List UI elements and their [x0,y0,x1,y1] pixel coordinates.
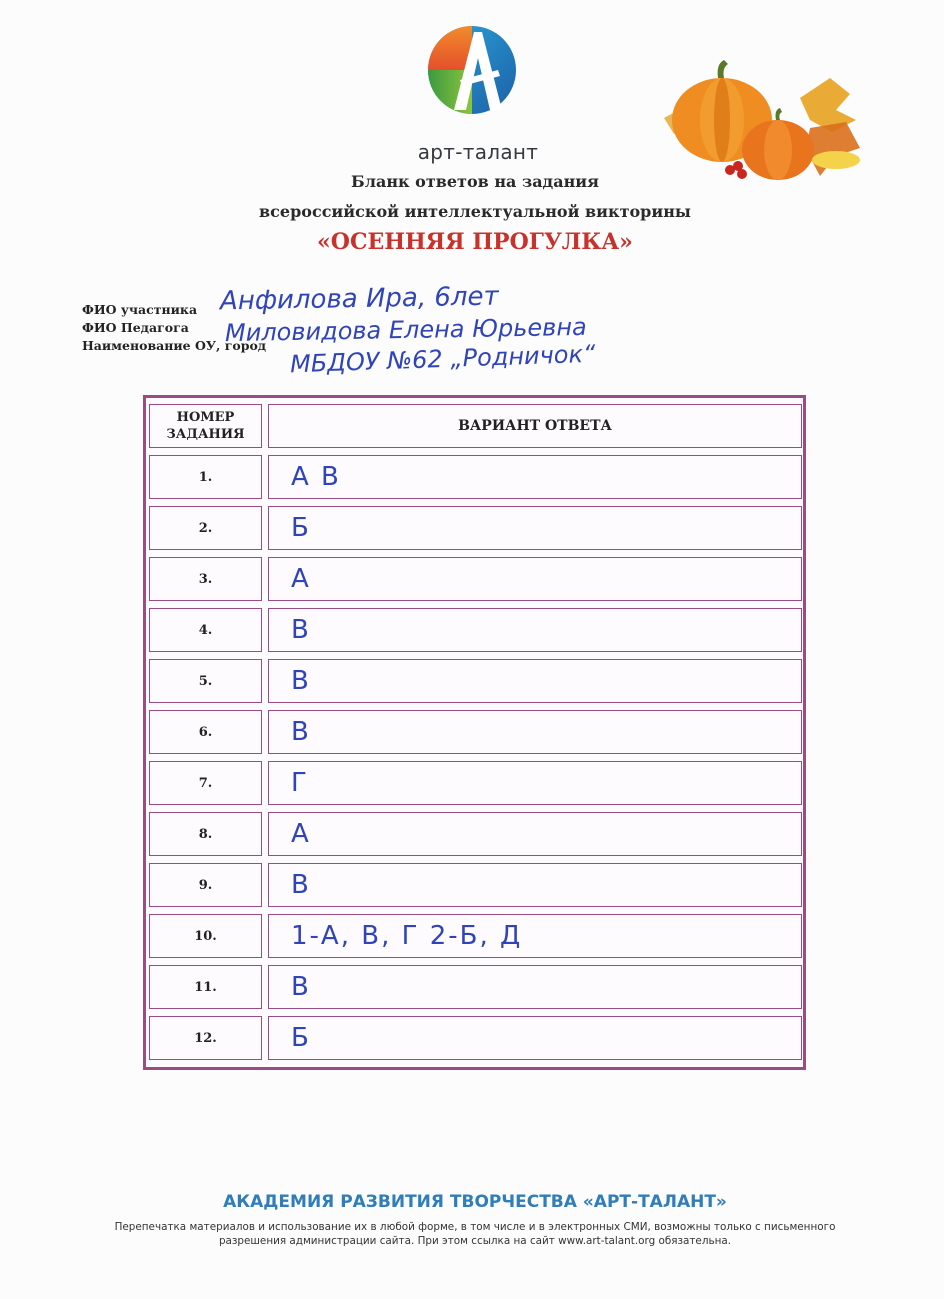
task-number: 6. [149,710,262,754]
task-number: 3. [149,557,262,601]
school-value: МБДОУ №62 „Родничок“ [289,339,596,379]
answer-text: А В [291,462,341,492]
art-talant-logo-icon [424,18,520,122]
table-row [149,710,802,754]
title-line-2: всероссийской интеллектуальной викторины [259,202,691,221]
answer-text: А [291,564,311,594]
task-number: 2. [149,506,262,550]
answer-cell [268,710,802,754]
table-row [149,557,802,601]
table-row [149,761,802,805]
table-row [149,812,802,856]
answer-text: В [291,972,311,1002]
answer-cell [268,608,802,652]
teacher-value: Миловидова Елена Юрьевна [224,312,587,348]
table-row [149,608,802,652]
answer-text: 1-А, В, Г 2-Б, Д [291,921,523,951]
answer-cell [268,506,802,550]
task-number: 4. [149,608,262,652]
answer-text: В [291,666,311,696]
table-row [149,1016,802,1060]
answer-cell [268,812,802,856]
task-number: 11. [149,965,262,1009]
table-header-row [149,404,802,448]
answer-text: Б [291,1023,311,1053]
answer-text: В [291,717,311,747]
answer-cell [268,1016,802,1060]
teacher-label: ФИО Педагога [82,320,189,335]
answer-cell [268,659,802,703]
participant-value: Анфилова Ира, 6лет [219,281,499,317]
task-number: 9. [149,863,262,907]
answer-text: В [291,870,311,900]
task-number: 10. [149,914,262,958]
answers-table [143,395,806,1070]
table-row [149,506,802,550]
answer-header: ВАРИАНТ ОТВЕТА [458,418,612,434]
table-row [149,659,802,703]
footer-notice: Перепечатка материалов и использование их в любой форме, в том числе и в электронных СМИ, возможны только с письменного разрешения администрации сайта. При этом ссылка на сайт www.art-talant.org обязательна. [114,1221,836,1247]
answer-cell [268,455,802,499]
school-label: Наименование ОУ, город [82,338,267,353]
answer-cell [268,557,802,601]
answer-text: Б [291,513,311,543]
table-row [149,965,802,1009]
answer-text: В [291,615,311,645]
table-row [149,863,802,907]
participant-label: ФИО участника [82,302,198,317]
table-row [149,914,802,958]
answer-text: Г [291,768,309,798]
task-number: 12. [149,1016,262,1060]
table-row [149,455,802,499]
title-line-1: Бланк ответов на задания [351,172,599,191]
brand-name: арт-талант [417,140,539,164]
footer-organization: АКАДЕМИЯ РАЗВИТИЯ ТВОРЧЕСТВА «АРТ-ТАЛАНТ» [223,1192,727,1212]
answer-cell [268,965,802,1009]
task-number: 5. [149,659,262,703]
answer-cell [268,863,802,907]
task-number: 1. [149,455,262,499]
answer-header-cell [268,404,802,448]
task-number: 7. [149,761,262,805]
quiz-title: «ОСЕННЯЯ ПРОГУЛКА» [317,229,633,255]
task-number-header: НОМЕР ЗАДАНИЯ [149,404,262,448]
task-number: 8. [149,812,262,856]
answer-cell [268,914,802,958]
pumpkin-decoration-icon [660,58,870,186]
answer-text: А [291,819,311,849]
answer-cell [268,761,802,805]
